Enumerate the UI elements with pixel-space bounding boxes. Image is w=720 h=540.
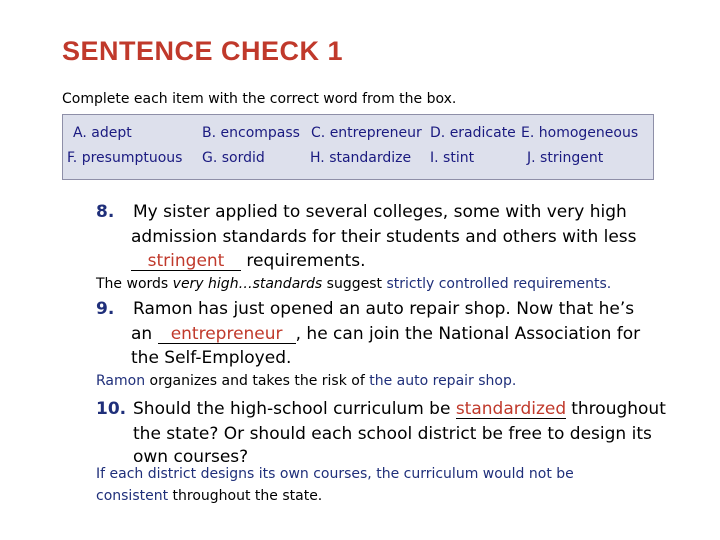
option-letter: H. — [310, 150, 325, 166]
option-word: encompass — [220, 125, 300, 141]
item-text-line: own courses? — [133, 447, 249, 467]
option-word: adept — [91, 125, 132, 141]
explanation-text: suggest — [322, 276, 387, 292]
item-text-line — [131, 324, 640, 344]
explanation-text: consistent — [96, 488, 169, 504]
explanation-text: very high…standards — [172, 276, 323, 292]
item-text: throughout — [565, 399, 666, 419]
answer-blank: stringent — [131, 253, 241, 271]
option-f — [67, 150, 182, 166]
option-e — [521, 125, 638, 141]
option-word: stint — [443, 150, 475, 166]
item-text: requirements. — [241, 251, 366, 271]
explanation-text: The words — [96, 276, 173, 292]
option-word: homogeneous — [538, 125, 639, 141]
option-h — [310, 150, 411, 166]
item-text-line: admission standards for their students and others with less — [131, 227, 637, 247]
item-text: an — [131, 324, 158, 344]
answer-blank: entrepreneur — [158, 326, 296, 344]
explanation — [96, 373, 516, 389]
option-word: standardize — [329, 150, 412, 166]
option-d — [430, 125, 516, 141]
option-letter: C. — [311, 125, 326, 141]
word-box — [62, 114, 654, 180]
option-g — [202, 150, 265, 166]
option-b — [202, 125, 300, 141]
answer-blank: standardized — [455, 399, 567, 419]
option-letter: F. — [67, 150, 78, 166]
item-text-line: Ramon has just opened an auto repair shop. Now that he’s — [133, 299, 635, 319]
option-i — [430, 150, 474, 166]
option-a — [73, 125, 132, 141]
option-c — [311, 125, 422, 141]
option-letter: I. — [430, 150, 439, 166]
item-text: Should the high-school curriculum be — [133, 399, 456, 419]
explanation-text: the auto repair shop. — [364, 373, 517, 389]
explanation-text: If each district designs its own courses, the curriculum would not be — [96, 466, 574, 482]
item-text-line: My sister applied to several colleges, some with very high — [133, 202, 627, 222]
item-number: 8. — [96, 202, 115, 222]
item-text-line: the Self-Employed. — [131, 348, 292, 368]
item-number: 10. — [96, 399, 127, 419]
explanation-text: strictly controlled requirements. — [386, 276, 612, 292]
option-letter: J. — [527, 150, 536, 166]
explanation — [96, 276, 611, 292]
option-word: sordid — [221, 150, 265, 166]
explanation-text: throughout the state. — [168, 488, 323, 504]
option-word: entrepreneur — [329, 125, 422, 141]
option-letter: D. — [430, 125, 446, 141]
option-letter: A. — [73, 125, 87, 141]
explanation-text: Ramon — [96, 373, 150, 389]
instructions: Complete each item with the correct word from the box. — [62, 91, 457, 107]
item-text-line: the state? Or should each school district be free to design its — [133, 424, 652, 444]
option-letter: E. — [521, 125, 535, 141]
option-word: stringent — [540, 150, 604, 166]
item-number: 9. — [96, 299, 115, 319]
item-text-line — [131, 251, 366, 271]
item-text-line — [133, 399, 666, 419]
option-letter: G. — [202, 150, 218, 166]
page-title: SENTENCE CHECK 1 — [62, 36, 344, 66]
option-word: presumptuous — [81, 150, 183, 166]
option-letter: B. — [202, 125, 217, 141]
explanation — [96, 466, 574, 482]
explanation — [96, 488, 322, 504]
option-word: eradicate — [449, 125, 516, 141]
explanation-text: organizes and takes the risk of — [149, 373, 365, 389]
item-text: , he can join the National Association for — [295, 324, 641, 344]
option-j — [527, 150, 603, 166]
